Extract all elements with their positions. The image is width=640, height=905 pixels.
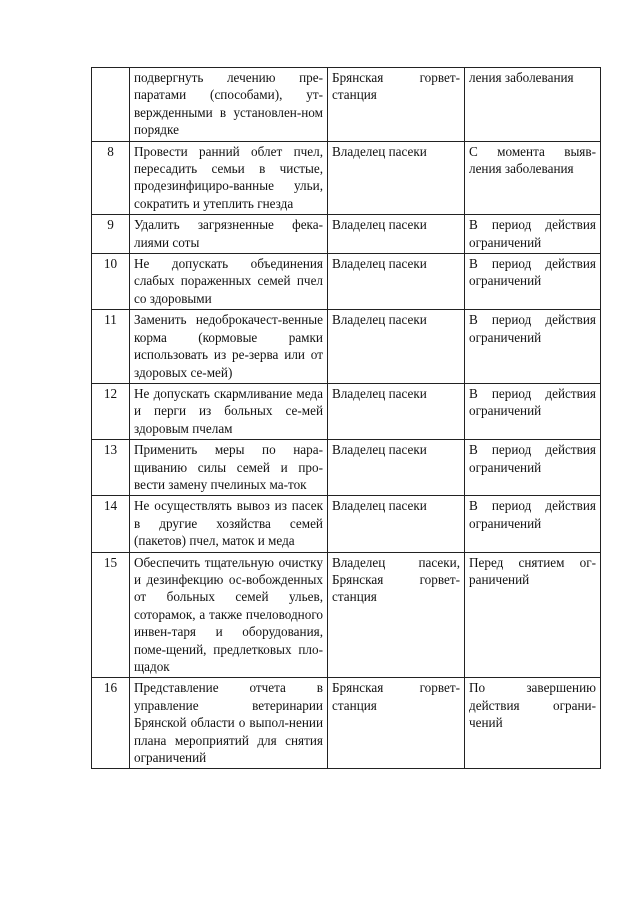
table-row (92, 440, 601, 496)
term-cell: Перед снятием ог-раничений (465, 552, 601, 678)
responsible-cell: Владелец пасеки (328, 215, 465, 254)
responsible-cell: Брянская горвет-станция (328, 678, 465, 769)
responsible-cell: Владелец пасеки (328, 141, 465, 215)
term-cell: С момента выяв-ления заболевания (465, 141, 601, 215)
action-cell: Обеспечить тщательную очистку и дезинфекцию ос-вобожденных от больных семей ульев, соторамок, а также пчеловодного инвен-таря и оборудования, поме-щений, предлетковых пло-щадок (130, 552, 328, 678)
responsible-cell: Владелец пасеки (328, 440, 465, 496)
responsible-cell: Брянская горвет-станция (328, 68, 465, 142)
responsible-cell: Владелец пасеки (328, 496, 465, 552)
term-cell: По завершению действия ограни-чений (465, 678, 601, 769)
table-row (92, 310, 601, 384)
row-number: 8 (92, 141, 130, 215)
responsible-cell: Владелец пасеки (328, 383, 465, 439)
action-cell: Не допускать объединения слабых пораженных семей пчел со здоровыми (130, 254, 328, 310)
action-cell: Применить меры по нара-щиванию силы семей и про-вести замену пчелиных ма-ток (130, 440, 328, 496)
document-page (91, 67, 600, 769)
measures-table (91, 67, 601, 769)
term-cell: В период действия ограничений (465, 440, 601, 496)
table-row (92, 215, 601, 254)
action-cell: Заменить недоброкачест-венные корма (кормовые рамки использовать из ре-зерва или от здоровых се-мей) (130, 310, 328, 384)
row-number: 12 (92, 383, 130, 439)
action-cell: Не осуществлять вывоз из пасек в другие хозяйства семей (пакетов) пчел, маток и меда (130, 496, 328, 552)
row-number: 9 (92, 215, 130, 254)
action-cell: Не допускать скармливание меда и перги из больных се-мей здоровым пчелам (130, 383, 328, 439)
action-cell: Удалить загрязненные фека-лиями соты (130, 215, 328, 254)
table-row (92, 678, 601, 769)
action-cell: подвергнуть лечению пре-паратами (способами), ут-вержденными в установлен-ном порядке (130, 68, 328, 142)
row-number: 16 (92, 678, 130, 769)
row-number: 14 (92, 496, 130, 552)
table-row (92, 496, 601, 552)
row-number: 13 (92, 440, 130, 496)
responsible-cell: Владелец пасеки, Брянская горвет-станция (328, 552, 465, 678)
table-row (92, 383, 601, 439)
action-cell: Провести ранний облет пчел, пересадить семьи в чистые, продезинфициро-ванные ульи, сократить и утеплить гнезда (130, 141, 328, 215)
row-number (92, 68, 130, 142)
row-number: 11 (92, 310, 130, 384)
term-cell: В период действия ограничений (465, 496, 601, 552)
action-cell: Представление отчета в управление ветеринарии Брянской области о выпол-нении плана мероприятий для снятия ограничений (130, 678, 328, 769)
table-row (92, 141, 601, 215)
term-cell: В период действия ограничений (465, 254, 601, 310)
term-cell: В период действия ограничений (465, 383, 601, 439)
term-cell: В период действия ограничений (465, 215, 601, 254)
table-row (92, 552, 601, 678)
responsible-cell: Владелец пасеки (328, 254, 465, 310)
table-row (92, 68, 601, 142)
row-number: 10 (92, 254, 130, 310)
row-number: 15 (92, 552, 130, 678)
responsible-cell: Владелец пасеки (328, 310, 465, 384)
table-row (92, 254, 601, 310)
term-cell: В период действия ограничений (465, 310, 601, 384)
term-cell: ления заболевания (465, 68, 601, 142)
